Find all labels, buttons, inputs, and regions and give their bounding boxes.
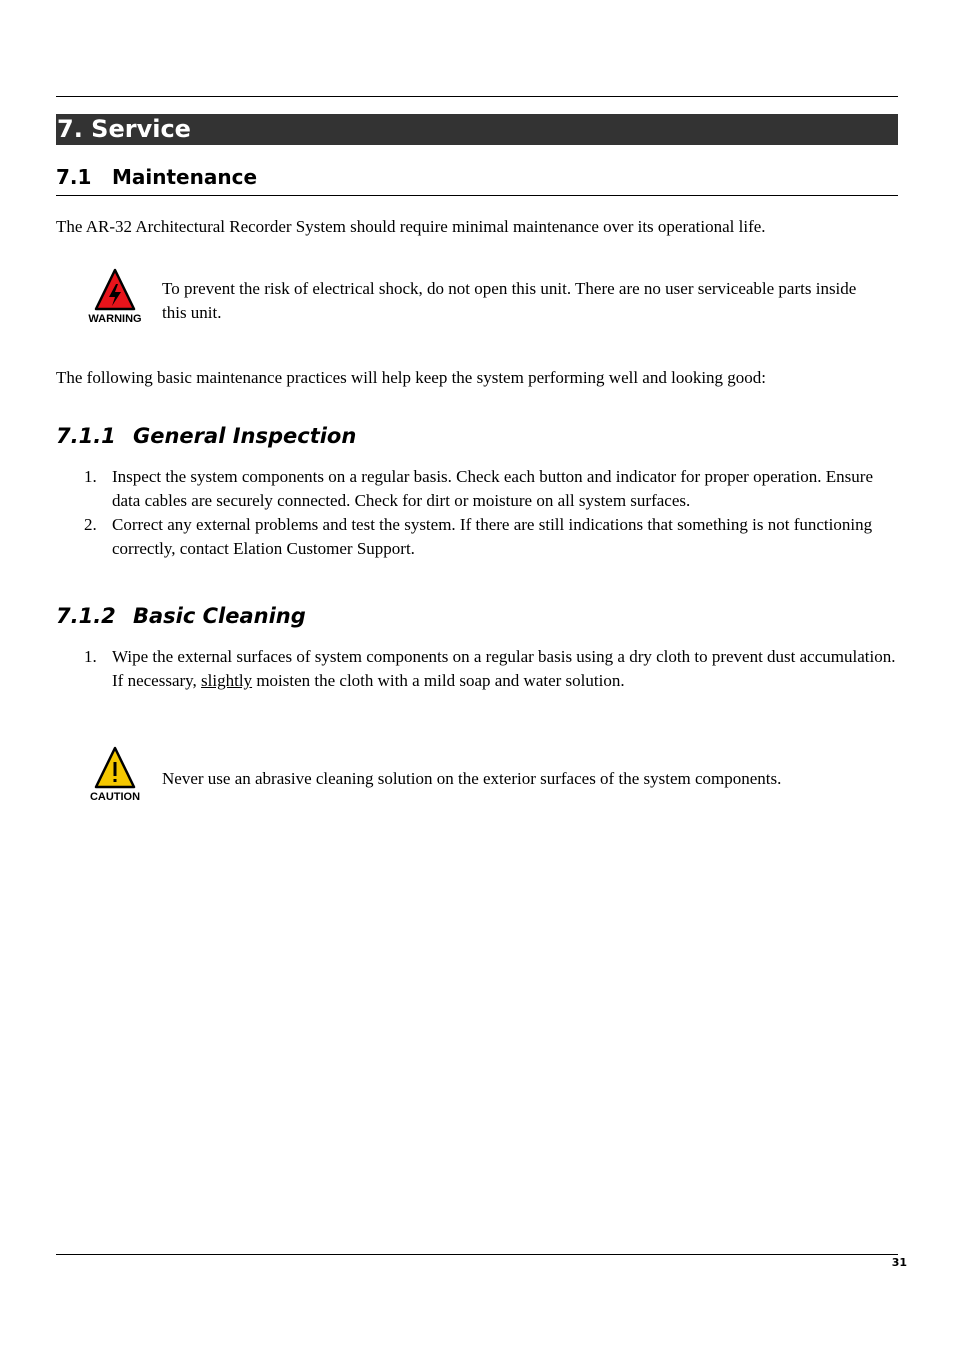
warning-symbol bbox=[84, 268, 146, 326]
chapter-title: 7. Service bbox=[57, 115, 191, 143]
list-number: 1. bbox=[84, 467, 97, 486]
section-title: Maintenance bbox=[112, 165, 258, 189]
emphasis-underlined: slightly bbox=[201, 671, 253, 690]
caution-exclamation-icon bbox=[94, 746, 136, 790]
list-item bbox=[56, 465, 898, 513]
list-item-text-part: Wipe the external surfaces of system components on a regular basis using a dry cloth to prevent dust accumulation. If necessary, bbox=[112, 647, 896, 690]
subsection-number: 7.1.1 bbox=[56, 424, 116, 448]
subsection-title: General Inspection bbox=[133, 424, 357, 448]
electric-shock-warning-icon bbox=[94, 268, 136, 312]
list-item bbox=[56, 645, 898, 693]
subsection-number: 7.1.2 bbox=[56, 604, 116, 628]
section-number: 7.1 bbox=[56, 165, 92, 189]
chapter-heading-bar bbox=[56, 114, 898, 145]
intro-paragraph: The AR-32 Architectural Recorder System should require minimal maintenance over its operational life. bbox=[56, 217, 766, 236]
subsection-heading-inspection bbox=[56, 423, 356, 449]
list-number: 1. bbox=[84, 647, 97, 666]
caution-symbol bbox=[84, 746, 146, 804]
caution-label: CAUTION bbox=[89, 791, 141, 803]
footer-rule bbox=[56, 1254, 898, 1255]
list-item-text bbox=[112, 647, 895, 690]
list-number: 2. bbox=[84, 515, 97, 534]
list-item-text: Correct any external problems and test the system. If there are still indications that something is not functioning correctly, contact Elation Customer Support. bbox=[112, 515, 873, 558]
cleaning-list bbox=[56, 645, 898, 693]
subsection-title: Basic Cleaning bbox=[133, 604, 306, 628]
section-heading bbox=[56, 164, 898, 196]
page-number: 31 bbox=[891, 1256, 907, 1269]
warning-label: WARNING bbox=[88, 313, 142, 325]
warning-text: To prevent the risk of electrical shock, do not open this unit. There are no user serviceable parts inside this unit. bbox=[162, 279, 857, 322]
header-rule bbox=[56, 96, 898, 97]
inspection-list bbox=[56, 465, 898, 561]
subsection-heading-cleaning bbox=[56, 603, 306, 629]
list-item bbox=[56, 513, 898, 561]
caution-text: Never use an abrasive cleaning solution on the exterior surfaces of the system components. bbox=[162, 769, 782, 788]
practices-intro: The following basic maintenance practices will help keep the system performing well and looking good: bbox=[56, 368, 767, 387]
list-item-text-part: moisten the cloth with a mild soap and water solution. bbox=[252, 671, 625, 690]
list-item-text: Inspect the system components on a regular basis. Check each button and indicator for proper operation. Ensure data cables are securely connected. Check for dirt or moisture on all system surfaces. bbox=[112, 467, 873, 510]
